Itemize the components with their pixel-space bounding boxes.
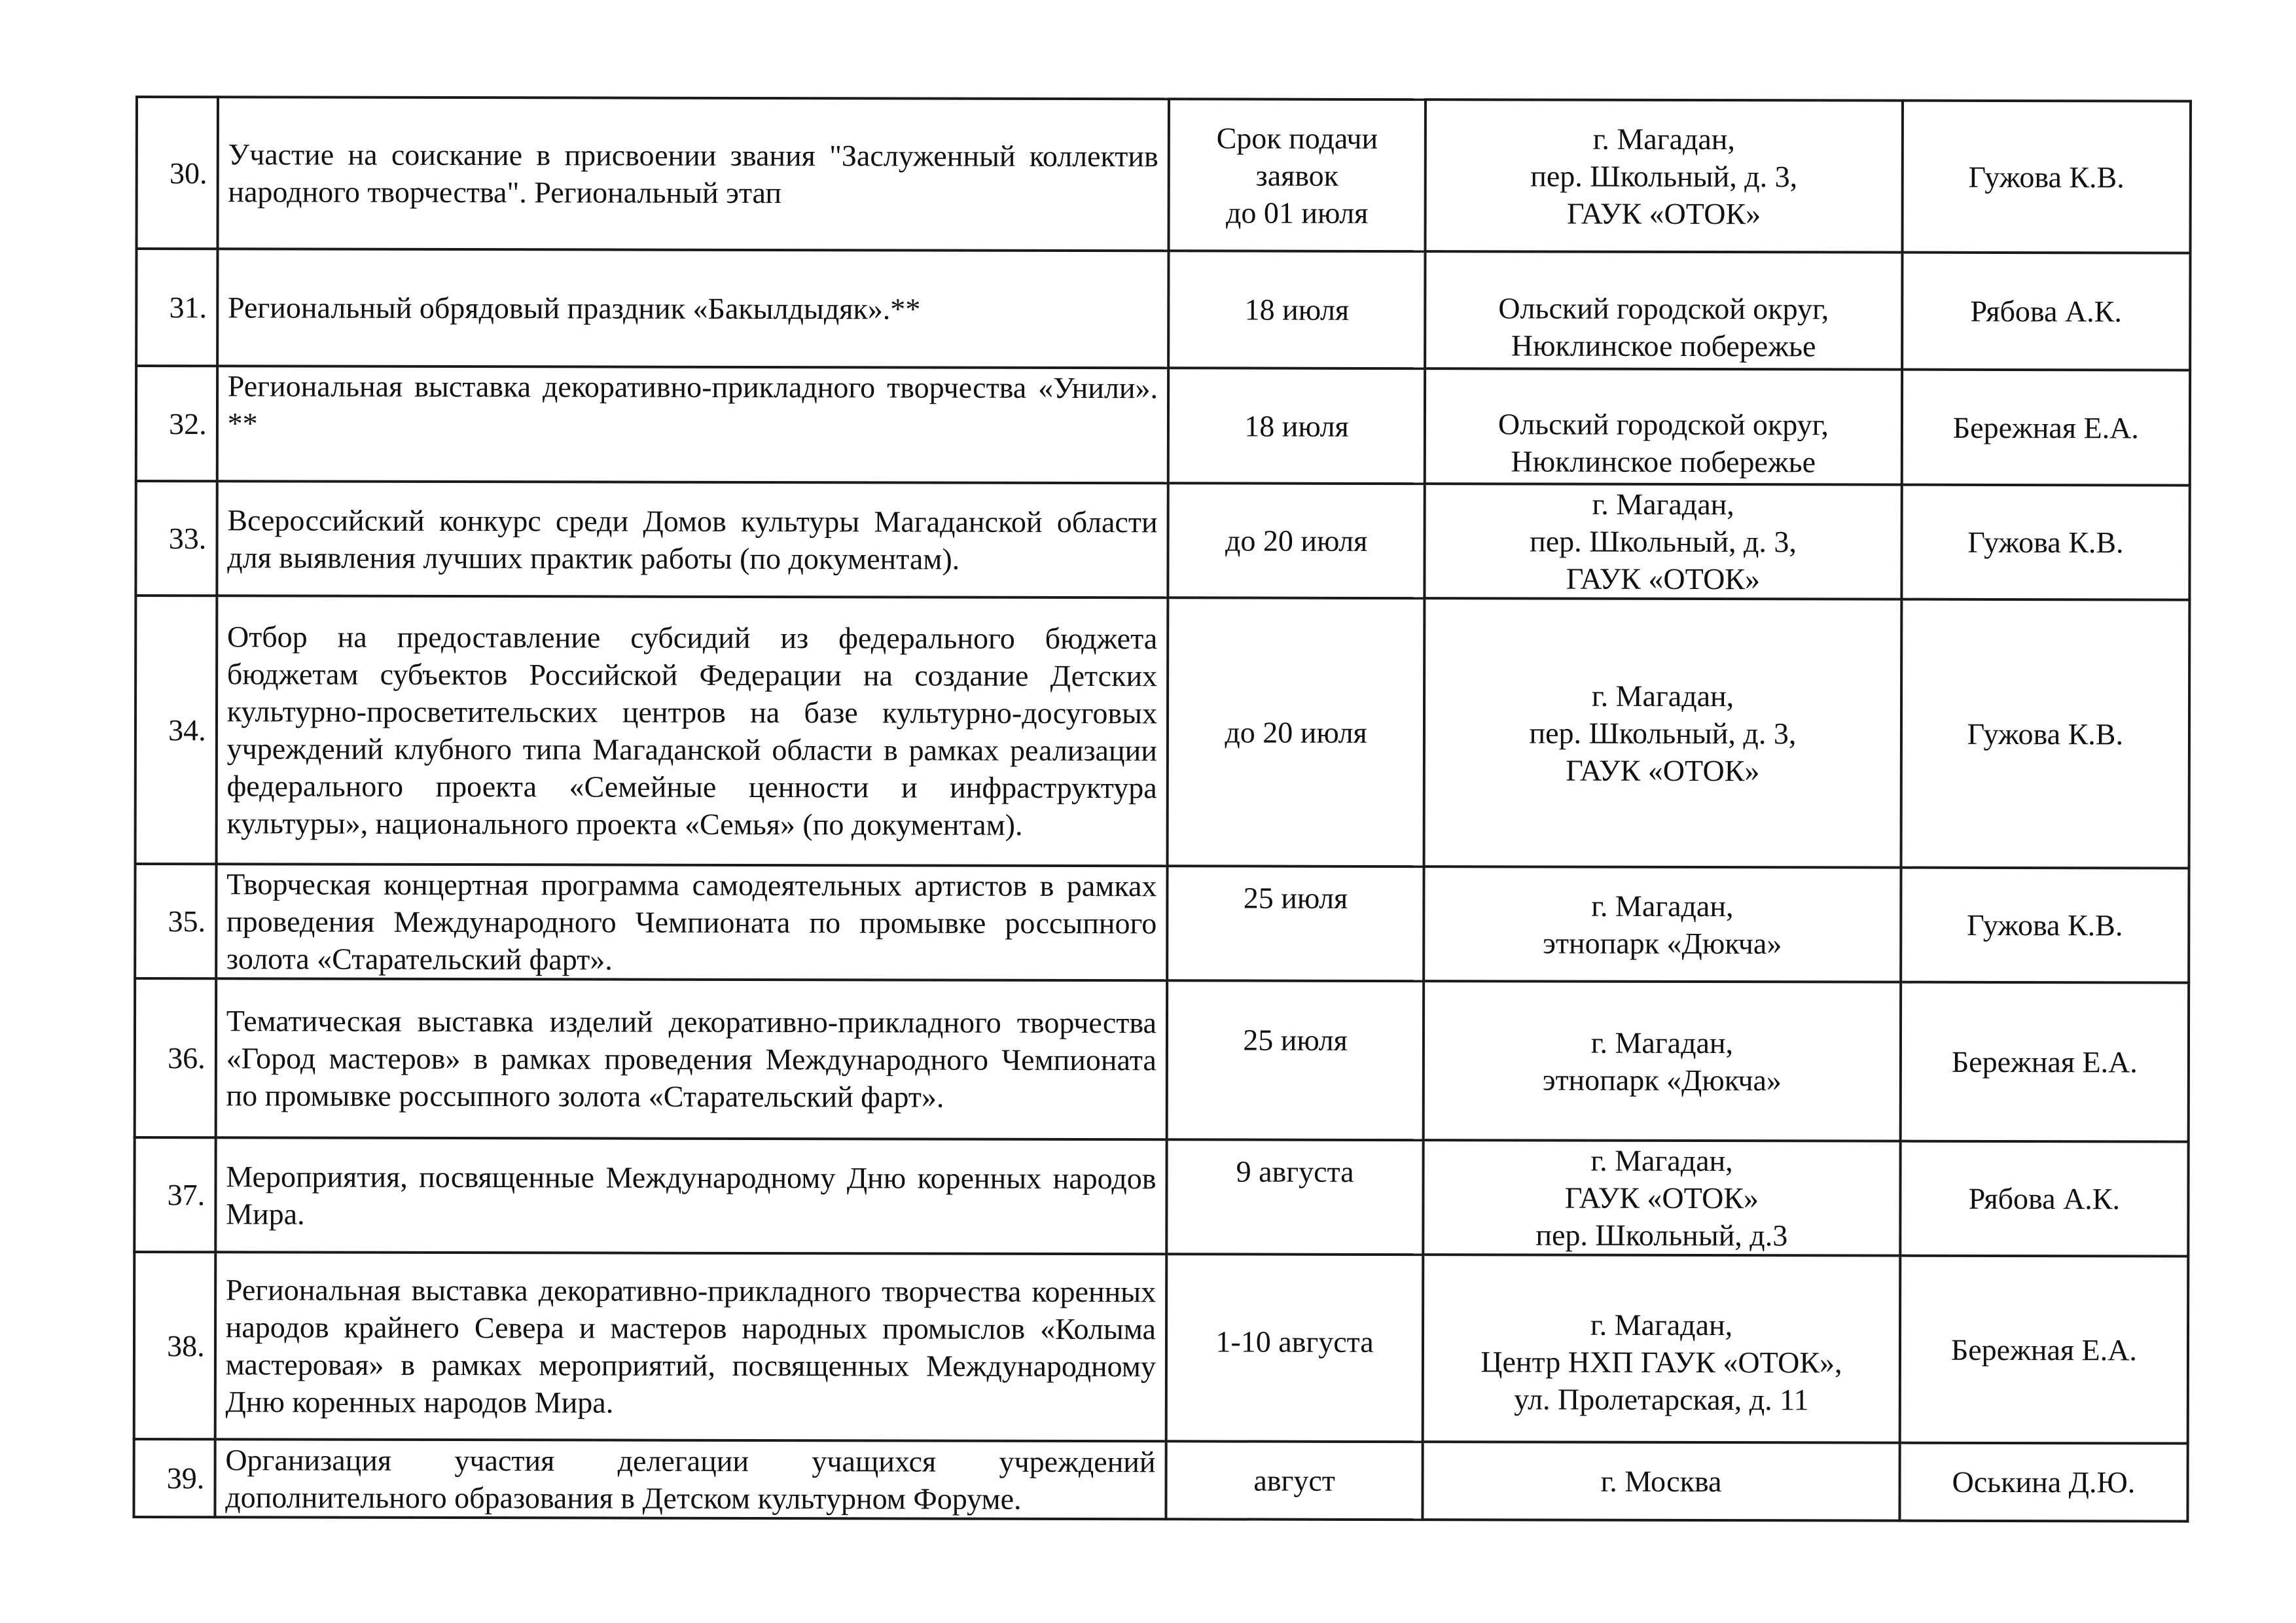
event-title: Тематическая выставка изделий декоративно-прикладного творчества «Город мастеров» в рамках проведения Международного Чемпионата по промывке россыпного золота «Старательский фарт». bbox=[215, 978, 1167, 1139]
event-place bbox=[1424, 981, 1901, 1141]
event-place bbox=[1424, 598, 1901, 868]
place-line: г. Магадан, bbox=[1590, 1026, 1734, 1060]
responsible-person: Рябова А.К. bbox=[1900, 1141, 2189, 1257]
place-line: г. Магадан, bbox=[1592, 487, 1734, 522]
row-number: 31. bbox=[136, 249, 217, 366]
event-place bbox=[1424, 866, 1901, 982]
event-title: Отбор на предоставление субсидий из федерального бюджета бюджетам субъектов Российской Федерации на создание Детских культурно-просветительских центров на базе культурно-досуговых учреждений клубного типа Магаданской области в рамках реализации федерального проекта «Семейные ценности и инфраструктура культуры», национального проекта «Семья» (по документам). bbox=[216, 596, 1168, 866]
event-place bbox=[1423, 1442, 1900, 1521]
place-line: ул. Пролетарская, д. 11 bbox=[1514, 1382, 1809, 1416]
place-line: г. Москва bbox=[1600, 1464, 1722, 1499]
table-row bbox=[136, 366, 2190, 486]
event-title: Региональная выставка декоративно-прикладного творчества коренных народов крайнего Севера и мастеров народных промыслов «Колыма мастеровая» в рамках мероприятий, посвященных Международному Дню коренных народов Мира. bbox=[215, 1252, 1166, 1441]
table-row bbox=[135, 864, 2189, 983]
event-date bbox=[1168, 368, 1426, 484]
place-line: ГАУК «ОТОК» bbox=[1566, 562, 1761, 596]
event-date bbox=[1166, 1254, 1424, 1442]
place-line: г. Магадан, bbox=[1592, 122, 1736, 156]
row-number: 36. bbox=[135, 978, 216, 1137]
row-number: 33. bbox=[135, 481, 217, 596]
table-row bbox=[135, 978, 2189, 1142]
event-title: Региональная выставка декоративно-прикладного творчества «Унили». ** bbox=[217, 366, 1168, 483]
date-line: Срок подачи bbox=[1216, 120, 1378, 155]
row-number: 37. bbox=[134, 1137, 215, 1252]
responsible-person: Гужова К.В. bbox=[1901, 599, 2189, 868]
event-date bbox=[1168, 251, 1426, 368]
place-line: Нюклинское побережье bbox=[1511, 444, 1816, 479]
table-row bbox=[135, 596, 2190, 868]
event-place bbox=[1425, 368, 1902, 485]
place-line: ГАУК «ОТОК» bbox=[1566, 196, 1761, 230]
event-place bbox=[1423, 1140, 1900, 1256]
row-number: 35. bbox=[135, 864, 216, 978]
date-line: 9 августа bbox=[1236, 1154, 1354, 1188]
event-date bbox=[1167, 597, 1424, 866]
date-line: заявок bbox=[1255, 158, 1339, 192]
event-place bbox=[1426, 99, 1903, 253]
responsible-person: Гужова К.В. bbox=[1902, 101, 2191, 253]
date-line: до 20 июля bbox=[1225, 715, 1367, 749]
place-line: пер. Школьный, д.3 bbox=[1535, 1218, 1788, 1253]
event-place bbox=[1423, 1255, 1900, 1443]
date-line: август bbox=[1253, 1463, 1335, 1497]
responsible-person: Бережная Е.А. bbox=[1900, 982, 2189, 1142]
event-date bbox=[1168, 483, 1425, 598]
event-place bbox=[1425, 484, 1902, 599]
event-title: Региональный обрядовый праздник «Бакылдыдяк».** bbox=[217, 249, 1169, 368]
responsible-person: Гужова К.В. bbox=[1901, 485, 2190, 600]
place-line: г. Магадан, bbox=[1590, 1143, 1733, 1178]
date-line: 18 июля bbox=[1244, 409, 1349, 443]
place-line: ГАУК «ОТОК» bbox=[1566, 753, 1760, 787]
table-row bbox=[136, 249, 2190, 370]
table-row bbox=[134, 1137, 2188, 1257]
row-number: 34. bbox=[135, 596, 217, 864]
responsible-person: Бережная Е.А. bbox=[1899, 1256, 2188, 1444]
date-line: до 01 июля bbox=[1225, 195, 1369, 230]
event-date bbox=[1167, 980, 1424, 1140]
place-line: этнопарк «Дюкча» bbox=[1543, 926, 1782, 960]
place-line: Ольский городской округ, bbox=[1498, 291, 1829, 325]
responsible-person: Рябова А.К. bbox=[1902, 253, 2191, 370]
event-date bbox=[1168, 99, 1426, 251]
event-title: Участие на соискание в присвоении звания "Заслуженный коллектив народного творчества". Региональный этап bbox=[217, 97, 1169, 251]
event-title: Творческая концертная программа самодеятельных артистов в рамках проведения Международного Чемпионата по промывке россыпного золота «Старательский фарт». bbox=[216, 864, 1168, 980]
row-number: 38. bbox=[134, 1252, 215, 1439]
event-date bbox=[1167, 866, 1424, 981]
place-line: пер. Школьный, д. 3, bbox=[1529, 715, 1797, 750]
event-title: Всероссийский конкурс среди Домов культуры Магаданской области для выявления лучших практик работы (по документам). bbox=[217, 481, 1168, 597]
place-line: г. Магадан, bbox=[1590, 1308, 1733, 1342]
event-title: Организация участия делегации учащихся учреждений дополнительного образования в Детском культурном Форуме. bbox=[215, 1439, 1166, 1519]
date-line: до 20 июля bbox=[1225, 524, 1368, 558]
date-line: 25 июля bbox=[1243, 881, 1348, 915]
responsible-person: Оськина Д.Ю. bbox=[1899, 1443, 2187, 1522]
place-line: пер. Школьный, д. 3, bbox=[1530, 524, 1797, 559]
responsible-person: Гужова К.В. bbox=[1901, 868, 2189, 983]
date-line: 18 июля bbox=[1244, 293, 1350, 327]
date-line: 25 июля bbox=[1243, 1023, 1348, 1057]
place-line: пер. Школьный, д. 3, bbox=[1530, 158, 1798, 193]
place-line: этнопарк «Дюкча» bbox=[1542, 1063, 1782, 1097]
row-number: 30. bbox=[137, 97, 218, 249]
date-line: 1-10 августа bbox=[1215, 1324, 1374, 1359]
responsible-person: Бережная Е.А. bbox=[1902, 370, 2191, 486]
row-number: 39. bbox=[134, 1439, 215, 1517]
place-line: Центр НХП ГАУК «ОТОК», bbox=[1480, 1344, 1842, 1379]
table-row bbox=[135, 481, 2189, 600]
event-title: Мероприятия, посвященные Международному Дню коренных народов Мира. bbox=[215, 1137, 1167, 1254]
place-line: г. Магадан, bbox=[1591, 679, 1734, 713]
row-number: 32. bbox=[136, 366, 217, 481]
place-line: ГАУК «ОТОК» bbox=[1564, 1181, 1759, 1215]
table-row bbox=[134, 1439, 2187, 1522]
place-line: г. Магадан, bbox=[1591, 889, 1734, 923]
event-place bbox=[1425, 251, 1902, 370]
event-date bbox=[1166, 1139, 1424, 1255]
table-row bbox=[137, 97, 2191, 253]
event-date bbox=[1166, 1441, 1422, 1520]
event-plan-table bbox=[132, 96, 2192, 1523]
place-line: Нюклинское побережье bbox=[1511, 328, 1816, 363]
place-line: Ольский городской округ, bbox=[1498, 407, 1829, 442]
table-row bbox=[134, 1252, 2189, 1444]
